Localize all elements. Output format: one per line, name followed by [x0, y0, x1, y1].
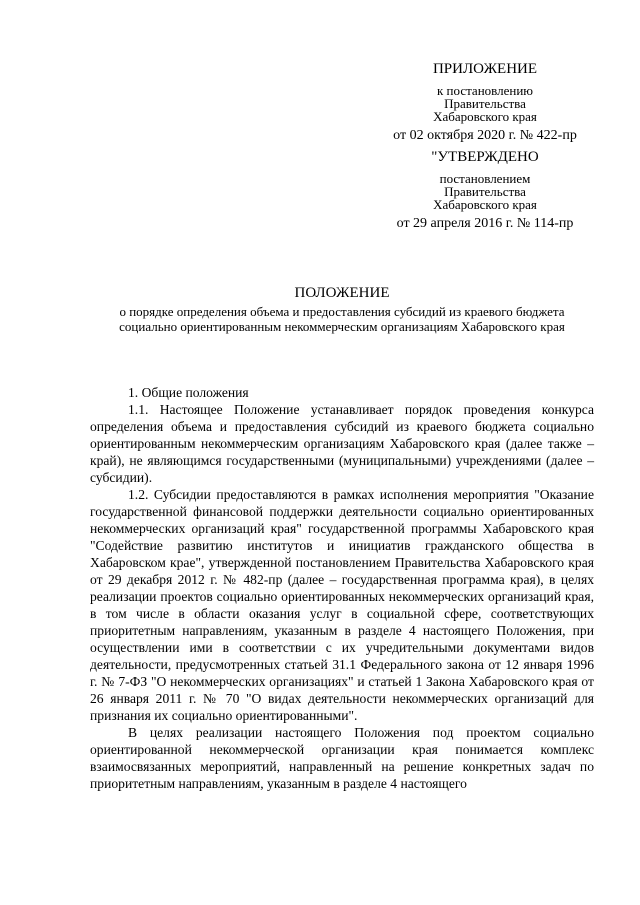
paragraph-project-definition: В целях реализации настоящего Положения под проектом социально ориентированной некоммерческой организации края понимается комплекс взаимосвязанных мероприятий, направленный на решение конкретных задач по приоритетным направлениям, указанным в разделе 4 настоящего	[90, 725, 594, 791]
paragraph-1-2: 1.2. Субсидии предоставляются в рамках исполнения мероприятия "Оказание государственной финансовой поддержки деятельности социально ориентированных некоммерческих организаций края" государственной программы Хабаровского края "Содействие развитию институтов и инициатив гражданского общества в Хабаровском крае", утвержденной постановлением Правительства Хабаровского края от 29 декабря 2012 г. № 482-пр (далее – государственная программа края), в целях реализации проектов социально ориентированных некоммерческих организаций края, в том числе в области оказания услуг в социальной сфере, соответствующих приоритетным направлениям, указанным в разделе 4 настоящего Положения, при осуществлении ими в соответствии с их учредительными документами видов деятельности, предусмотренных статьей 31.1 Федерального закона от 12 января 1996 г. № 7-ФЗ "О некоммерческих организациях" и статьей 1 Закона Хабаровского края от 26 января 2011 г. № 70 "О видах деятельности некоммерческих организаций для признания их социально ориентированными".	[90, 487, 594, 723]
appendix-heading: ПРИЛОЖЕНИЕ	[432, 61, 538, 77]
region-line: Хабаровского края	[433, 109, 537, 124]
decree-date-line: от 02 октября 2020 г. № 422-пр	[393, 128, 577, 143]
government-line: Правительства	[444, 96, 526, 111]
by-decree-line: постановлением	[439, 171, 531, 186]
region2-line: Хабаровского края	[433, 197, 537, 212]
to-decree-line: к постановлению	[436, 83, 534, 98]
approved-stamp-text: "УТВЕРЖДЕНО	[431, 149, 539, 165]
section-heading-general: 1. Общие положения	[128, 385, 249, 400]
decree-date2-line: от 29 апреля 2016 г. № 114-пр	[396, 216, 574, 231]
approval-block	[380, 60, 590, 233]
document-body	[90, 384, 594, 792]
paragraph-1-1: 1.1. Настоящее Положение устанавливает порядок проведения конкурса определения объема и предоставления субсидий из краевого бюджета социально ориентированным некоммерческим организациям Хабаровского края (далее также – край), не являющимся государственными (муниципальными) учреждениями (далее – субсидии).	[90, 402, 594, 485]
document-title: ПОЛОЖЕНИЕ	[294, 285, 390, 301]
government2-line: Правительства	[444, 184, 526, 199]
document-subtitle: о порядке определения объема и предоставления субсидий из краевого бюджета социально ориентированным некоммерческим организациям Хабаровского края	[119, 304, 565, 334]
